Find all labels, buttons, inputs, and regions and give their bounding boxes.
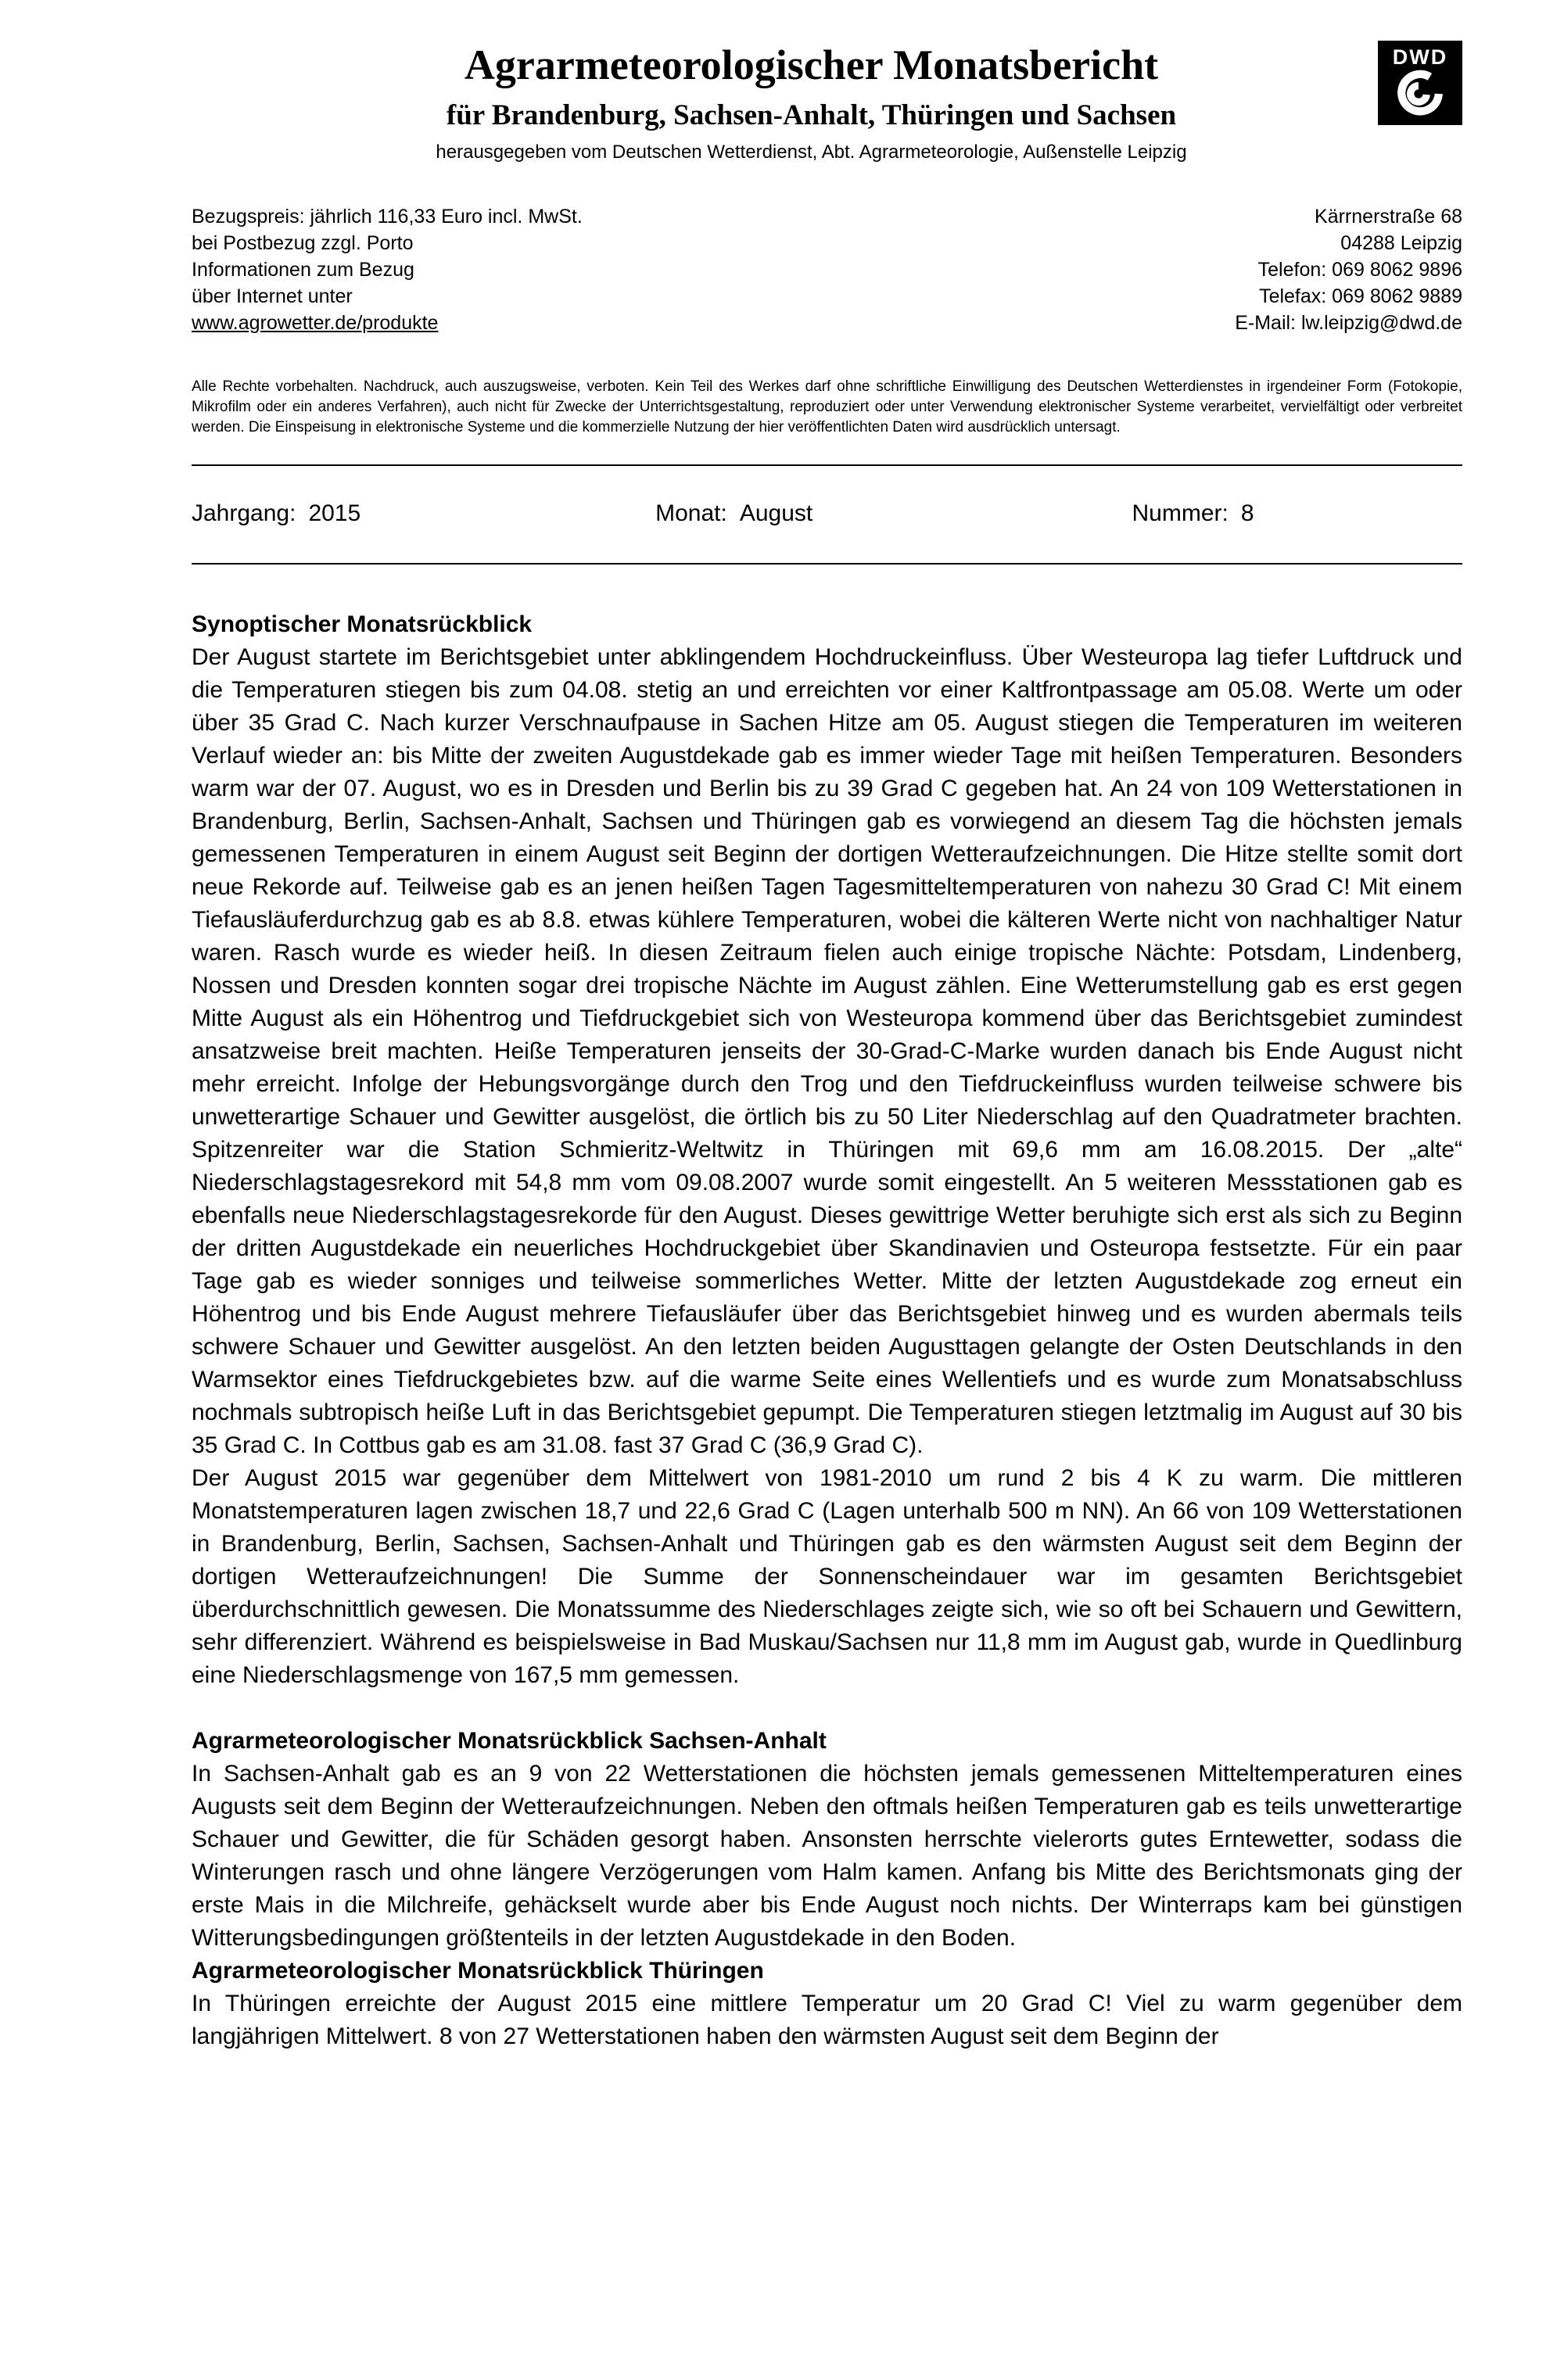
section-monatsrueckblick-sachsen-anhalt [192, 1725, 1462, 1955]
dwd-logo [1378, 41, 1462, 125]
section-heading: Agrarmeteorologischer Monatsrückblick Sachsen-Anhalt [192, 1727, 827, 1754]
agrowetter-link[interactable]: www.agrowetter.de/produkte [192, 311, 439, 334]
issue-year [192, 500, 655, 527]
report-body [192, 608, 1462, 2053]
issue-info-row [192, 466, 1462, 563]
internet-line: über Internet unter [192, 285, 353, 307]
dwd-logo-text: DWD [1392, 45, 1448, 69]
section-heading: Synoptischer Monatsrückblick [192, 611, 533, 637]
issue-year-label: Jahrgang: [192, 500, 296, 526]
issue-year-value: 2015 [308, 500, 361, 526]
document-header [192, 41, 1462, 164]
fax-line: Telefax: 069 8062 9889 [1259, 285, 1462, 307]
issue-month-label: Monat: [655, 500, 727, 526]
document-subtitle: für Brandenburg, Sachsen-Anhalt, Thüringen und Sachsen [446, 99, 1177, 132]
divider-rule-bottom [192, 563, 1462, 565]
section-synoptischer-monatsrueckblick [192, 608, 1462, 1692]
section-heading: Agrarmeteorologischer Monatsrückblick Thüringen [192, 1957, 764, 1984]
issue-number-value: 8 [1240, 500, 1254, 526]
paragraph: In Sachsen-Anhalt gab es an 9 von 22 Wetterstationen die höchsten jemals gemessenen Mitteltemperaturen eines Augusts seit dem Beginn der Wetteraufzeichnungen. Neben den oftmals heißen Temperaturen gab es teils unwetterartige Schauer und Gewitter, die für Schäden gesorgt haben. Ansonsten herrschte vielerorts gutes Erntewetter, sodass die Winterungen rasch und ohne längere Verzögerungen vom Halm kamen. Anfang bis Mitte des Berichtsmonats ging der erste Mais in die Milchreife, gehäckselt wurde aber bis Ende August noch nichts. Der Winterraps kam bei günstigen Witterungsbedingungen größtenteils in der letzten Augustdekade in den Boden. [192, 1760, 1462, 1951]
paragraph: In Thüringen erreichte der August 2015 eine mittlere Temperatur um 20 Grad C! Viel zu warm gegenüber dem langjährigen Mittelwert. 8 von 27 Wetterstationen haben den wärmsten August seit dem Beginn der [192, 1990, 1462, 2049]
document-title: Agrarmeteorologischer Monatsbericht [464, 41, 1159, 88]
city-line: 04288 Leipzig [1340, 231, 1462, 254]
postage-line: bei Postbezug zzgl. Porto [192, 231, 414, 254]
street-line: Kärrnerstraße 68 [1315, 205, 1462, 228]
section-monatsrueckblick-thueringen [192, 1955, 1462, 2053]
issue-number [1132, 500, 1463, 527]
paragraph: Der August startete im Berichtsgebiet unter abklingendem Hochdruckeinfluss. Über Westeuropa lag tiefer Luftdruck und die Temperaturen stiegen bis zum 04.08. stetig an und erreichten vor einer Kaltfrontpassage am 05.08. Werte um oder über 35 Grad C. Nach kurzer Verschnaufpause in Sachen Hitze am 05. August stiegen die Temperaturen im weiteren Verlauf wieder an: bis Mitte der zweiten Augustdekade gab es immer wieder Tage mit heißen Temperaturen. Besonders warm war der 07. August, wo es in Dresden und Berlin bis zu 39 Grad C gegeben hat. An 24 von 109 Wetterstationen in Brandenburg, Berlin, Sachsen-Anhalt, Sachsen und Thüringen gab es vorwiegend an diesem Tag die höchsten jemals gemessenen Temperaturen in einem August seit Beginn der dortigen Wetteraufzeichnungen. Die Hitze stellte somit dort neue Rekorde auf. Teilweise gab es an jenen heißen Tagen Tagesmitteltemperaturen von nahezu 30 Grad C! Mit einem Tiefausläuferdurchzug gab es ab 8.8. etwas kühlere Temperaturen, wobei die kälteren Werte nicht von nachhaltiger Natur waren. Rasch wurde es wieder heiß. In diesen Zeitraum fielen auch einige tropische Nächte: Potsdam, Lindenberg, Nossen und Dresden konnten sogar drei tropische Nächte im August zählen. Eine Wetterumstellung gab es erst gegen Mitte August als ein Höhentrog und Tiefdruckgebiet sich von Westeuropa kommend über das Berichtsgebiet zumindest ansatzweise breit machten. Heiße Temperaturen jenseits der 30-Grad-C-Marke wurden danach bis Ende August nicht mehr erreicht. Infolge der Hebungsvorgänge durch den Trog und den Tiefdruckeinfluss wurden teilweise schwere bis unwetterartige Schauer und Gewitter ausgelöst, die örtlich bis zu 50 Liter Niederschlag auf den Quadratmeter brachten. Spitzenreiter war die Station Schmieritz-Weltwitz in Thüringen mit 69,6 mm am 16.08.2015. Der „alte“ Niederschlagstagesrekord mit 54,8 mm vom 09.08.2007 wurde somit eingestellt. An 5 weiteren Messstationen gab es ebenfalls neue Niederschlagstagesrekorde für den August. Dieses gewittrige Wetter beruhigte sich erst als sich zu Beginn der dritten Augustdekade ein neuerliches Hochdruckgebiet über Skandinavien und Osteuropa festsetzte. Für ein paar Tage gab es wieder sonniges und teilweise sommerliches Wetter. Mitte der letzten Augustdekade zog erneut ein Höhentrog und bis Ende August mehrere Tiefausläufer über das Berichtsgebiet hinweg und es wurden abermals teils schwere Schauer und Gewitter ausgelöst. An den letzten beiden Augusttagen gelangte der Osten Deutschlands in den Warmsektor eines Tiefdruckgebietes bzw. auf die warme Seite eines Wellentiefs und es wurde zum Monatsabschluss nochmals subtropisch heiße Luft in das Berichtsgebiet gepumpt. Die Temperaturen stiegen letztmalig im August auf 30 bis 35 Grad C. In Cottbus gab es am 31.08. fast 37 Grad C (36,9 Grad C). [192, 643, 1462, 1458]
email-line: E-Mail: lw.leipzig@dwd.de [1235, 311, 1462, 334]
info-line: Informationen zum Bezug [192, 258, 414, 281]
issue-number-label: Nummer: [1132, 500, 1229, 526]
issue-month-value: August [739, 500, 813, 526]
legal-notice: Alle Rechte vorbehalten. Nachdruck, auch auszugsweise, verboten. Kein Teil des Werkes darf ohne schriftliche Einwilligung des Deutschen Wetterdienstes in irgendeiner Form (Fotokopie, Mikrofilm oder ein anderes Verfahren), auch nicht für Zwecke der Unterrichtsgestaltung, reproduziert oder unter Verwendung elektronischer Systeme verarbeitet, vervielfältigt oder verbreitet werden. Die Einspeisung in elektronische Systeme und die kommerzielle Nutzung der hier veröffentlichten Daten wird ausdrücklich untersagt. [192, 378, 1462, 435]
subscription-price-line: Bezugspreis: jährlich 116,33 Euro incl. MwSt. [192, 205, 583, 228]
issue-month [655, 500, 1132, 527]
phone-line: Telefon: 069 8062 9896 [1257, 258, 1462, 281]
subscription-info-block [192, 203, 583, 336]
paragraph: Der August 2015 war gegenüber dem Mittelwert von 1981-2010 um rund 2 bis 4 K zu warm. Die mittleren Monatstemperaturen lagen zwischen 18,7 und 22,6 Grad C (Lagen unterhalb 500 m NN). An 66 von 109 Wetterstationen in Brandenburg, Berlin, Sachsen, Sachsen-Anhalt und Thüringen gab es den wärmsten August seit dem Beginn der dortigen Wetteraufzeichnungen! Die Summe der Sonnenscheindauer war im gesamten Berichtsgebiet überdurchschnittlich gewesen. Die Monatssumme des Niederschlages zeigte sich, wie so oft bei Schauern und Gewittern, sehr differenziert. Während es beispielsweise in Bad Muskau/Sachsen nur 11,8 mm im August gab, wurde in Quedlinburg eine Niederschlagsmenge von 167,5 mm gemessen. [192, 1464, 1462, 1688]
publisher-line: herausgegeben vom Deutschen Wetterdienst, Abt. Agrarmeteorologie, Außenstelle Leipzig [436, 141, 1187, 163]
dwd-spiral-icon [1396, 70, 1444, 118]
address-block [1235, 203, 1462, 336]
contact-info-row [192, 203, 1462, 336]
